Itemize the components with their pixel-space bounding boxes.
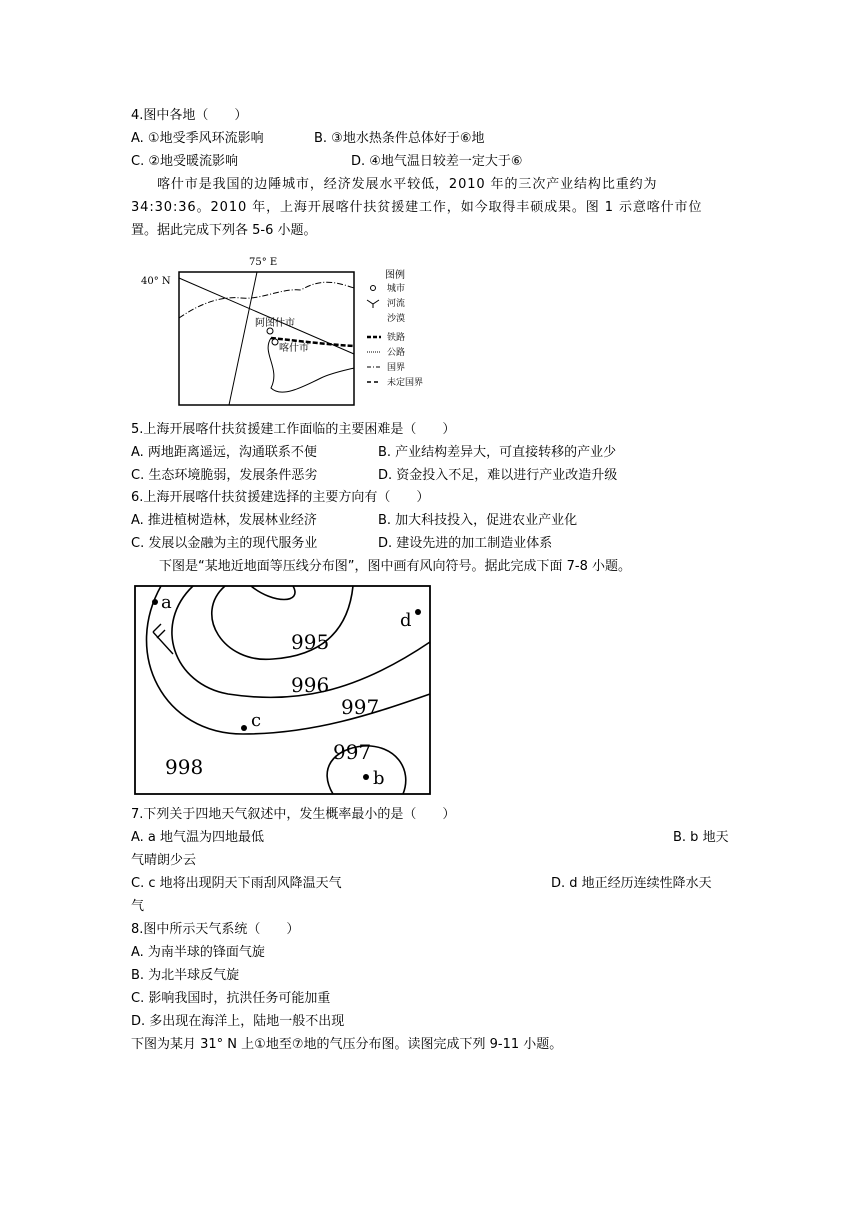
legend-item: 铁路 xyxy=(387,333,406,343)
q8-option-c: C. 影响我国时，抗洪任务可能加重 xyxy=(131,991,331,1006)
point-a-label: a xyxy=(161,592,172,613)
passage1-line2: 34:30:36。2010 年，上海开展喀什扶贫援建工作，如今取得丰硕成果。图 1 示意喀什市位 xyxy=(131,200,703,215)
q8-option-d: D. 多出现在海洋上，陆地一般不出现 xyxy=(131,1014,345,1029)
legend-item: 城市 xyxy=(387,284,406,294)
q5-stem: 5.上海开展喀什扶贫援建工作面临的主要困难是（ ） xyxy=(131,422,456,437)
point-c-icon xyxy=(241,725,247,731)
q5-option-d: D. 资金投入不足，难以进行产业改造升级 xyxy=(378,468,618,483)
q6-option-d: D. 建设先进的加工制造业体系 xyxy=(378,536,553,551)
point-d-label: d xyxy=(400,610,412,631)
q6-stem: 6.上海开展喀什扶贫援建选择的主要方向有（ ） xyxy=(131,490,430,505)
q6-option-b: B. 加大科技投入，促进农业产业化 xyxy=(378,513,578,528)
passage1-line1: 喀什市是我国的边陲城市，经济发展水平较低，2010 年的三次产业结构比重约为 xyxy=(157,177,658,192)
q8-option-b: B. 为北半球反气旋 xyxy=(131,968,240,983)
isobar-label: 996 xyxy=(291,673,330,697)
isobar-label: 998 xyxy=(165,755,204,779)
q6-option-a: A. 推进植树造林，发展林业经济 xyxy=(131,513,317,528)
q4-option-b: B. ③地水热条件总体好于⑥地 xyxy=(314,131,485,146)
point-d-icon xyxy=(415,609,421,615)
q8-option-a: A. 为南半球的锋面气旋 xyxy=(131,945,265,960)
q4-stem: 4.图中各地（ ） xyxy=(131,108,248,123)
q4-option-a: A. ①地受季风环流影响 xyxy=(131,131,264,146)
legend-item: 公路 xyxy=(387,348,406,358)
q6-option-c: C. 发展以金融为主的现代服务业 xyxy=(131,536,318,551)
q4-option-c: C. ②地受暖流影响 xyxy=(131,154,238,169)
isobar-label: 997 xyxy=(333,740,372,764)
legend-city-icon xyxy=(371,286,376,291)
q8-stem: 8.图中所示天气系统（ ） xyxy=(131,922,300,937)
isobar-label: 997 xyxy=(341,695,380,719)
passage2: 下图是“某地近地面等压线分布图”，图中画有风向符号。据此完成下面 7-8 小题。 xyxy=(159,559,631,574)
q7-option-a: A. a 地气温为四地最低 xyxy=(131,830,265,845)
q7-option-c: C. c 地将出现阴天下雨刮风降温天气 xyxy=(131,876,342,891)
point-b-icon xyxy=(363,774,369,780)
isobar-map xyxy=(133,584,433,798)
legend-item: 国界 xyxy=(387,363,406,373)
latitude-label: 40° N xyxy=(141,276,171,287)
point-b-label: b xyxy=(373,768,385,789)
isobar-label: 995 xyxy=(291,630,330,654)
city-atushi-label: 阿图什市 xyxy=(255,318,295,329)
passage1-line3: 置。据此完成下列各 5-6 小题。 xyxy=(131,223,317,238)
q5-option-c: C. 生态环境脆弱，发展条件恶劣 xyxy=(131,468,318,483)
legend-item: 河流 xyxy=(387,299,406,309)
city-kashgar-icon xyxy=(272,339,278,345)
q7-option-d: D. d 地正经历连续性降水天 xyxy=(551,876,712,891)
q5-option-b: B. 产业结构差异大，可直接转移的产业少 xyxy=(378,445,617,460)
city-kashgar-label: 喀什市 xyxy=(279,343,309,354)
passage3: 下图为某月 31° N 上①地至⑦地的气压分布图。读图完成下列 9-11 小题。 xyxy=(131,1037,563,1052)
q5-option-a: A. 两地距离遥远，沟通联系不便 xyxy=(131,445,317,460)
legend-item: 沙漠 xyxy=(387,314,406,324)
q7-option-d-cont: 气 xyxy=(131,899,145,914)
point-c-label: c xyxy=(251,710,262,731)
q7-stem: 7.下列关于四地天气叙述中，发生概率最小的是（ ） xyxy=(131,807,456,822)
longitude-label: 75° E xyxy=(249,257,278,268)
q7-option-b-cont: 气晴朗少云 xyxy=(131,853,197,868)
q7-option-b: B. b 地天 xyxy=(673,830,729,845)
legend-river-icon xyxy=(367,300,379,308)
legend-title: 图例 xyxy=(385,270,405,281)
legend-item: 未定国界 xyxy=(387,378,424,388)
point-a-icon xyxy=(152,599,158,605)
kashgar-location-map xyxy=(131,248,431,408)
q4-option-d: D. ④地气温日较差一定大于⑥ xyxy=(351,154,523,169)
